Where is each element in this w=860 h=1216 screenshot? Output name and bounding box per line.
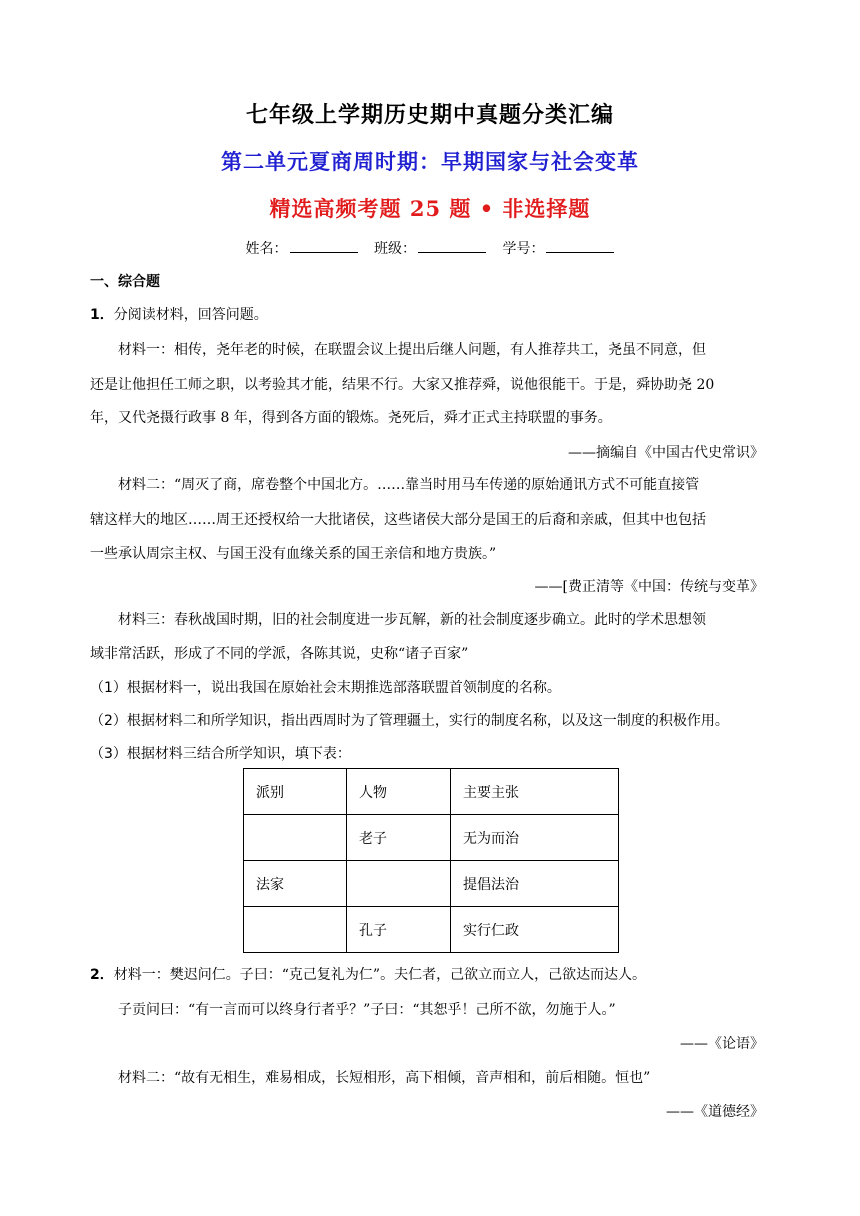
thinkers-table	[243, 768, 619, 953]
material-2-line: 材料二：“周灭了商，席卷整个中国北方。……靠当时用马车传递的原始通讯方式不可能直接管	[118, 477, 700, 493]
table-header-cell: 主要主张	[451, 769, 619, 815]
student-info-row	[0, 238, 860, 258]
question-1-text: 分阅读材料，回答问题。	[113, 307, 268, 323]
student-id-label: 学号：	[502, 241, 545, 257]
table-header-cell: 派别	[244, 769, 347, 815]
name-field	[246, 241, 362, 257]
question-2-material-1-line: 子贡问曰：“有一言而可以终身行者乎？”子曰：“其恕乎！己所不欲，勿施于人。”	[118, 1002, 616, 1018]
table-cell: 孔子	[347, 907, 451, 953]
material-2-line: 辖这样大的地区……周王还授权给一大批诸侯，这些诸侯大部分是国王的后裔和亲戚，但其中也包括	[90, 512, 706, 528]
class-label: 班级：	[374, 241, 416, 257]
table-cell: 提倡法治	[451, 861, 619, 907]
table-cell: 实行仁政	[451, 907, 619, 953]
name-label: 姓名：	[245, 241, 288, 257]
table-cell: 老子	[347, 815, 451, 861]
page-title: 七年级上学期历史期中真题分类汇编	[245, 102, 614, 128]
table-header-row	[244, 769, 619, 815]
section-title: 一、综合题	[90, 274, 160, 290]
sub-question-3: （3）根据材料三结合所学知识，填下表：	[90, 746, 351, 762]
unit-subtitle: 第二单元夏商周时期：早期国家与社会变革	[221, 149, 639, 174]
sub-question-1: （1）根据材料一，说出我国在原始社会末期推选部落联盟首领制度的名称。	[90, 680, 561, 696]
material-1-line: 材料一：相传，尧年老的时候，在联盟会议上提出后继人问题，有人推荐共工，尧虽不同意，但	[118, 342, 706, 358]
question-2-source-2: ——《道德经》	[666, 1104, 764, 1120]
question-2-material-1	[90, 964, 770, 984]
question-2-text: 材料一：樊迟问仁。子曰：“克己复礼为仁”。夫仁者，己欲立而立人，己欲达而达人。	[113, 967, 647, 983]
question-2-source-1: ——《论语》	[680, 1036, 764, 1052]
material-2-source: ——[费正清等《中国：传统与变革》	[534, 579, 764, 595]
material-3-line: 域非常活跃，形成了不同的学派，各陈其说，史称“诸子百家”	[90, 646, 469, 662]
student-id-field	[502, 241, 614, 257]
table-cell-blank[interactable]	[244, 907, 347, 953]
material-1-line: 还是让他担任工师之职，以考验其才能，结果不行。大家又推荐舜，说他很能干。于是，舜协助尧 20	[90, 377, 715, 393]
table-cell-blank[interactable]	[244, 815, 347, 861]
name-blank[interactable]	[290, 240, 358, 253]
table-cell: 无为而治	[451, 815, 619, 861]
table-row	[244, 907, 619, 953]
material-1-source: ——摘编自《中国古代史常识》	[568, 445, 764, 461]
question-1-prompt	[90, 304, 770, 324]
class-field	[374, 241, 490, 257]
question-1-number: 1．	[90, 307, 114, 323]
material-2-line: 一些承认周宗主权、与国王没有血缘关系的国王亲信和地方贵族。”	[90, 546, 497, 562]
table-cell-blank[interactable]	[347, 861, 451, 907]
material-1-line: 年，又代尧摄行政事 8 年，得到各方面的锻炼。尧死后，舜才正式主持联盟的事务。	[90, 410, 612, 426]
table-header-cell: 人物	[347, 769, 451, 815]
table-row	[244, 861, 619, 907]
table-cell: 法家	[244, 861, 347, 907]
question-2-number: 2．	[90, 967, 114, 983]
table-row	[244, 815, 619, 861]
student-id-blank[interactable]	[546, 240, 614, 253]
material-3-line: 材料三：春秋战国时期，旧的社会制度进一步瓦解，新的社会制度逐步确立。此时的学术思想领	[118, 612, 706, 628]
class-blank[interactable]	[418, 240, 486, 253]
selection-tagline: 精选高频考题 25 题 • 非选择题	[269, 196, 591, 221]
question-2-material-2: 材料二：“故有无相生，难易相成，长短相形，高下相倾，音声相和，前后相随。恒也”	[118, 1070, 651, 1086]
sub-question-2: （2）根据材料二和所学知识，指出西周时为了管理疆土，实行的制度名称，以及这一制度的积极作用。	[90, 713, 729, 729]
